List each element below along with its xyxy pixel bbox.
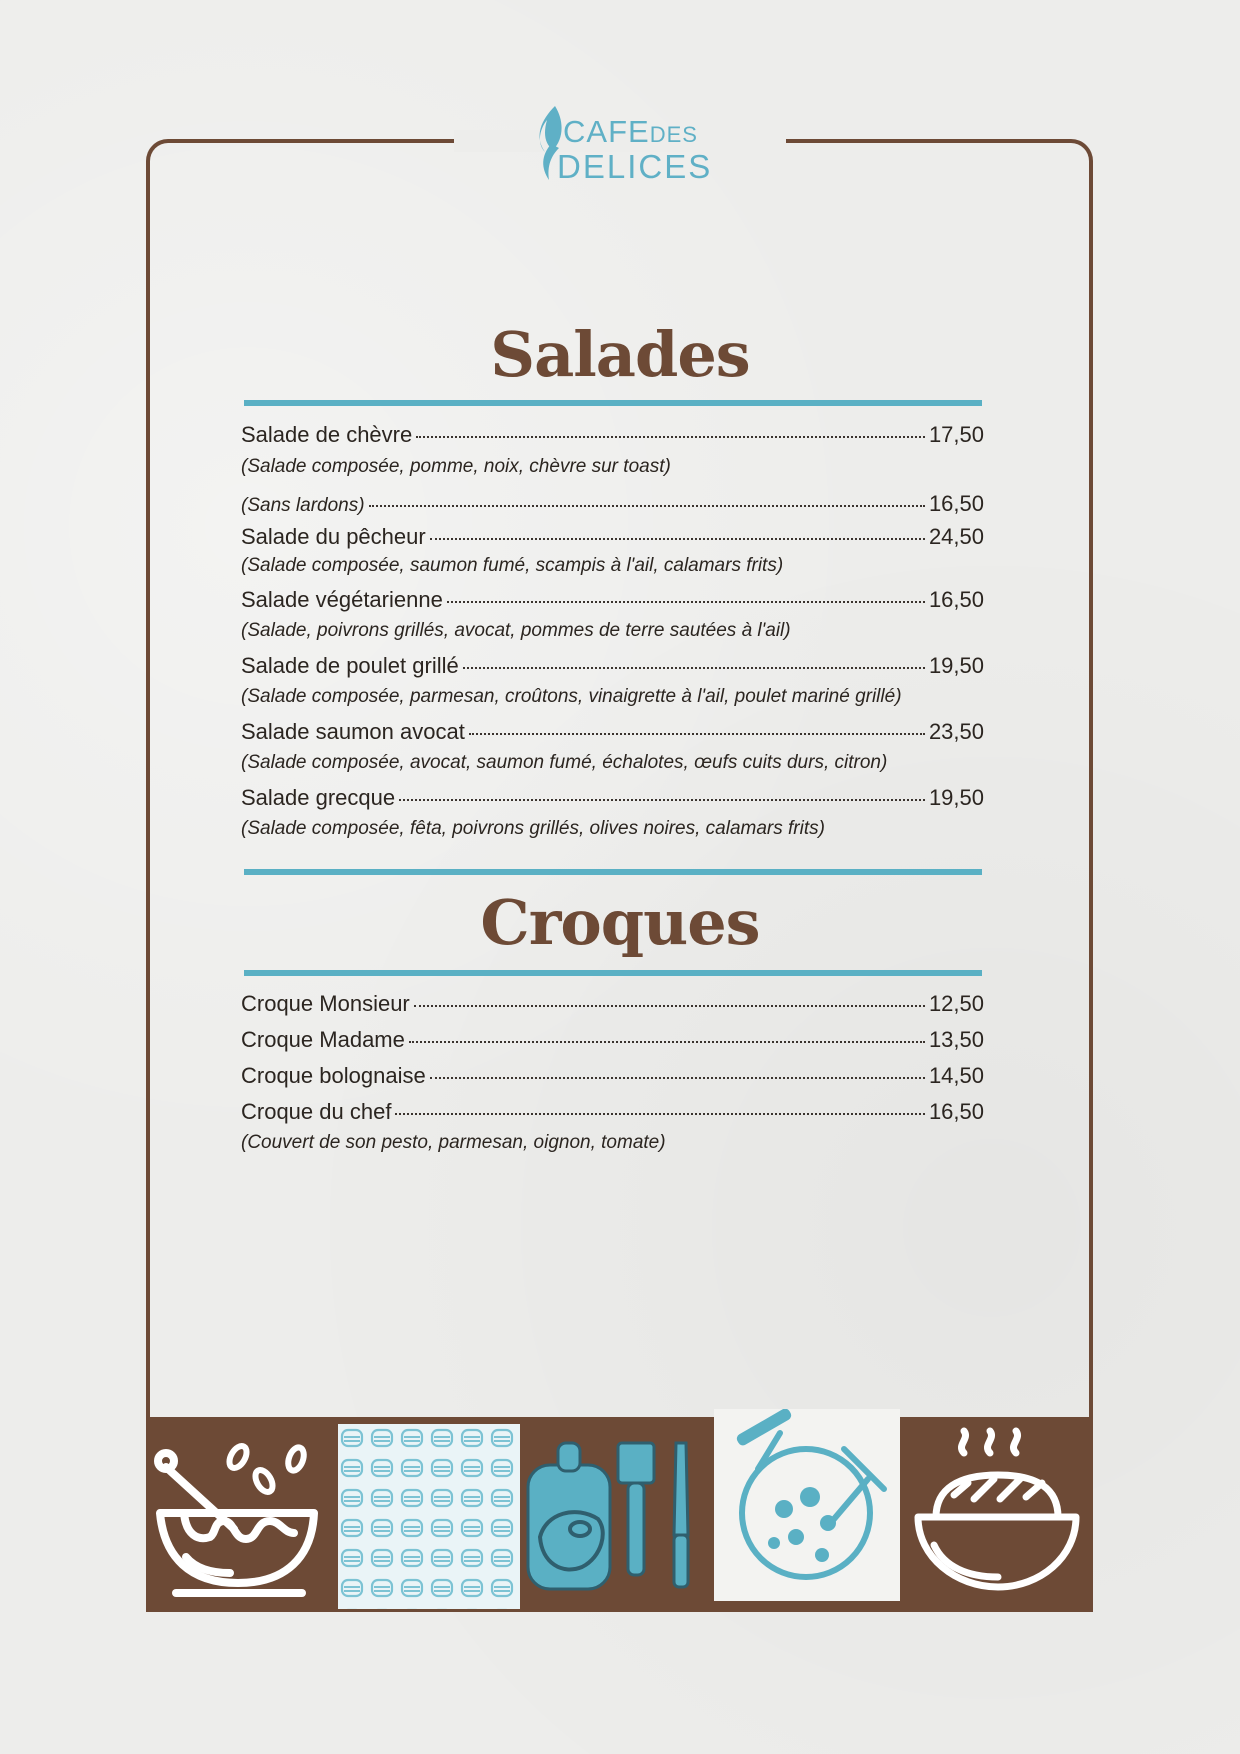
item-price: 12,50	[928, 991, 984, 1016]
salad-bowl-icon	[714, 1409, 900, 1601]
menu-item	[241, 524, 984, 550]
item-description: (Salade composée, avocat, saumon fumé, échalotes, œufs cuits durs, citron)	[241, 752, 888, 773]
item-name: Salade du pêcheur	[241, 524, 426, 549]
menu-item	[241, 587, 984, 613]
section-title-salades: Salades	[490, 318, 750, 391]
item-name: Salade de poulet grillé	[241, 653, 459, 678]
item-price: 24,50	[928, 524, 984, 549]
item-description: (Couvert de son pesto, parmesan, oignon, tomate)	[241, 1132, 666, 1153]
item-name: Salade grecque	[241, 785, 396, 810]
cafe-logo	[533, 100, 713, 190]
item-description: (Salade composée, fêta, poivrons grillés, olives noires, calamars frits)	[241, 818, 825, 839]
mixing-bowl-icon	[146, 1417, 332, 1612]
grilled-steak-icon	[904, 1417, 1093, 1612]
item-name: Salade saumon avocat	[241, 719, 465, 744]
menu-item	[241, 491, 984, 517]
footer-illustrations	[146, 1417, 1093, 1612]
item-price: 13,50	[928, 1027, 984, 1052]
menu-item	[241, 719, 984, 745]
item-description: (Salade composée, saumon fumé, scampis à l'ail, calamars frits)	[241, 555, 784, 576]
item-price: 16,50	[928, 587, 984, 612]
section-rule	[244, 970, 982, 976]
burger-pattern-icon	[338, 1424, 520, 1609]
menu-item	[241, 653, 984, 679]
section-rule	[244, 869, 982, 875]
item-price: 16,50	[928, 1099, 984, 1124]
item-name: Salade de chèvre	[241, 422, 413, 447]
item-name: Croque Monsieur	[241, 991, 410, 1016]
item-name: Salade végétarienne	[241, 587, 443, 612]
menu-item	[241, 785, 984, 811]
logo-line2: DELICES	[557, 148, 713, 185]
item-price: 23,50	[928, 719, 984, 744]
item-name: Croque du chef	[241, 1099, 392, 1124]
item-price: 14,50	[928, 1063, 984, 1088]
section-rule	[244, 400, 982, 406]
item-name: Croque bolognaise	[241, 1063, 426, 1088]
butcher-tools-icon	[522, 1417, 712, 1612]
item-description: (Salade composée, parmesan, croûtons, vinaigrette à l'ail, poulet mariné grillé)	[241, 686, 902, 707]
item-price: 17,50	[928, 422, 984, 447]
menu-item	[241, 422, 984, 448]
menu-item	[241, 1027, 984, 1053]
item-description: (Salade, poivrons grillés, avocat, pommes de terre sautées à l'ail)	[241, 620, 791, 641]
item-price: 19,50	[928, 785, 984, 810]
item-name: Croque Madame	[241, 1027, 405, 1052]
logo-line1: CAFEDES	[563, 114, 698, 149]
menu-item	[241, 1099, 984, 1125]
item-price: 16,50	[928, 491, 984, 516]
menu-item	[241, 991, 984, 1017]
item-name: (Sans lardons)	[241, 495, 365, 516]
menu-item	[241, 1063, 984, 1089]
item-price: 19,50	[928, 653, 984, 678]
item-description: (Salade composée, pomme, noix, chèvre sur toast)	[241, 456, 671, 477]
section-title-croques: Croques	[480, 886, 760, 959]
